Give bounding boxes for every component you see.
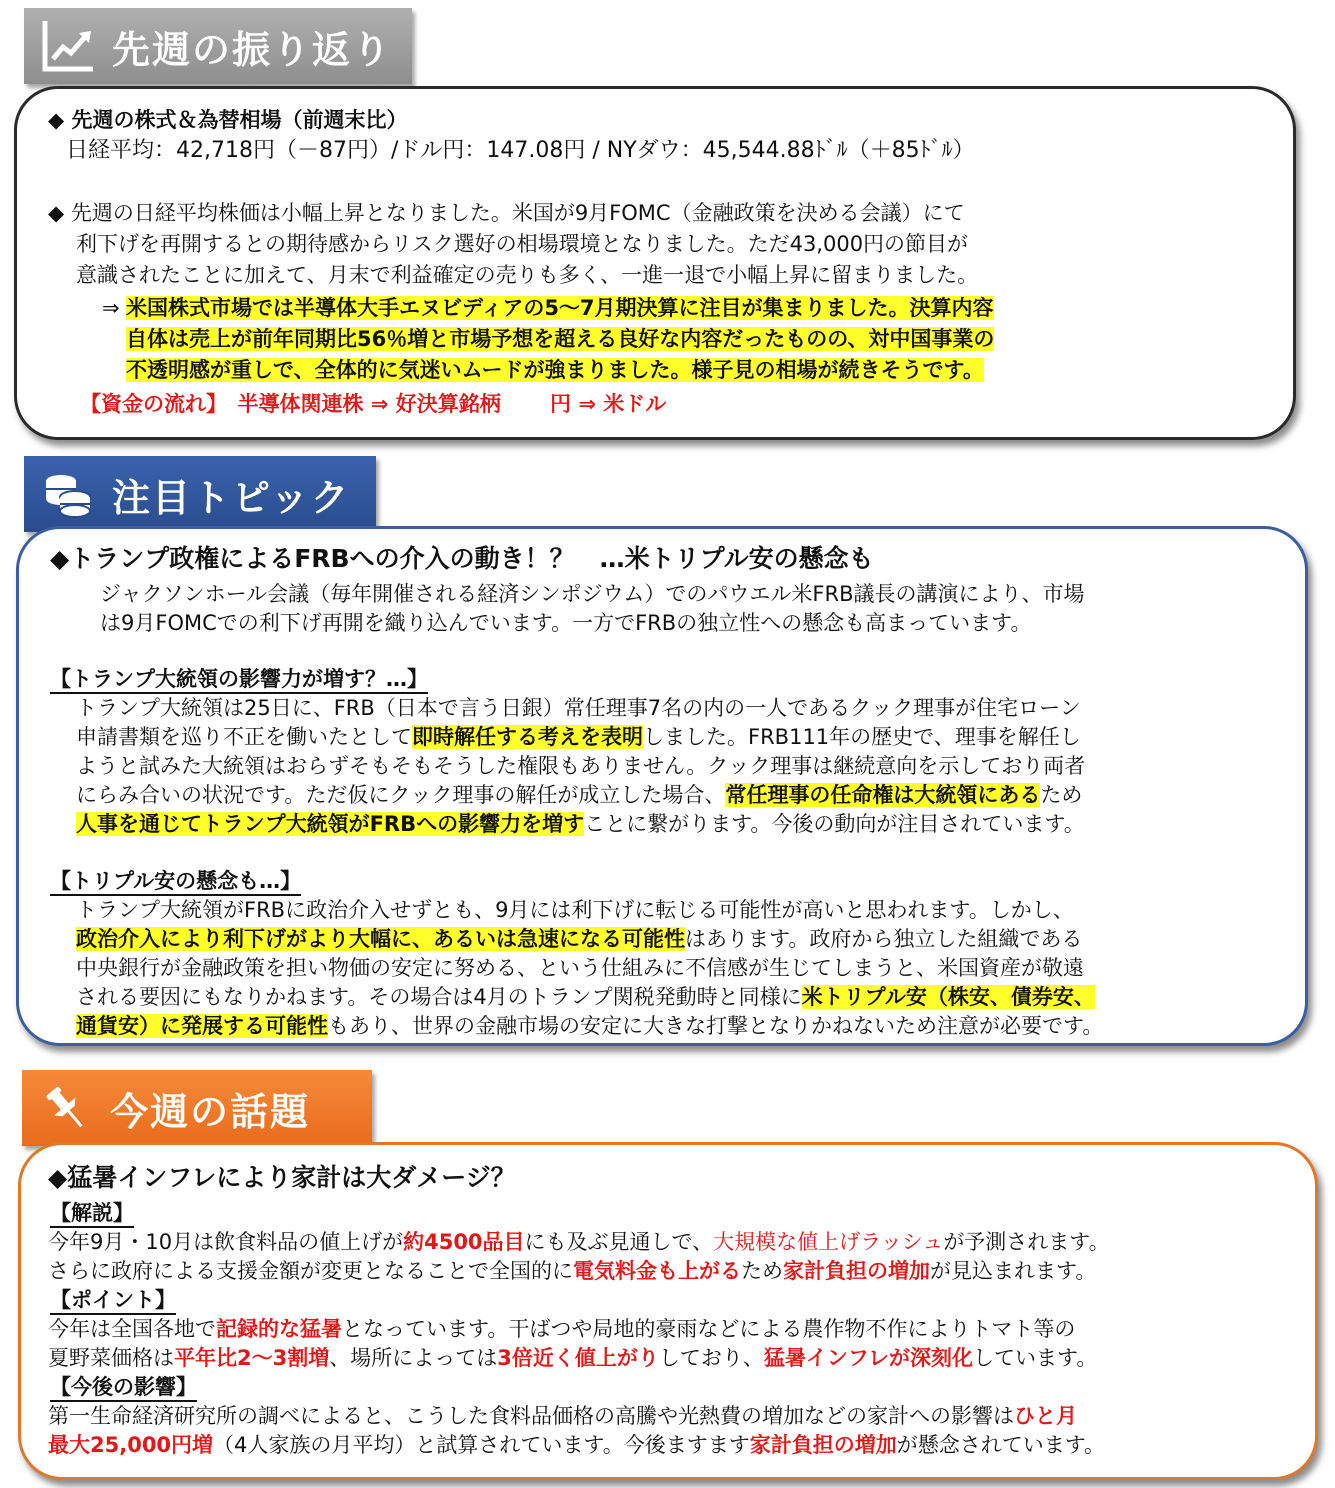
section-title: 今週の話題 (110, 1089, 311, 1134)
section-title: 先週の振り返り (112, 27, 393, 72)
section-tab-review (24, 8, 412, 84)
section-title: 注目トピック (112, 475, 351, 520)
influence-line: 人事を通じてトランプ大統領がFRBへの影響力を増すことに繋がります。今後の動向が注目されています。 (76, 812, 1085, 836)
arrow-symbol: ⇒ (102, 296, 120, 320)
subheading-triple-low: 【トリプル安の懸念も…】 (50, 868, 301, 896)
review-paragraph-line: 意識されたことに加えて、月末で利益確定の売りも多く、一進一退で小幅上昇に留まりました。 (76, 263, 979, 287)
topic-intro-line: ジャクソンホール会議（毎年開催される経済シンポジウム）でのパウエル米FRB議長の講演により、市場 (100, 582, 1085, 606)
impact-line: 最大25,000円増（4人家族の月平均）と試算されています。今後ますます家計負担の増加が懸念されています。 (48, 1433, 1106, 1457)
review-highlight-line: 米国株式市場では半導体大手エヌビディアの5～7月期決算に注目が集まりました。決算内容 (126, 296, 994, 320)
weekly-heading: ◆猛暑インフレにより家計は大ダメージ？ (48, 1163, 516, 1192)
section-tab-weekly (22, 1070, 372, 1146)
review-paragraph-line: ◆ 先週の日経平均株価は小幅上昇となりました。米国が9月FOMC（金融政策を決める会議）にて (48, 201, 965, 225)
pushpin-icon (36, 1078, 96, 1138)
topic-heading: ◆トランプ政権によるFRBへの介入の動き！？ …米トリプル安の懸念も (50, 544, 874, 573)
review-highlight-line: 不透明感が重しで、全体的に気迷いムードが強まりました。様子見の相場が続きそうです。 (126, 358, 984, 382)
fund-flow: 【資金の流れ】 半導体関連株 ⇒ 好決算銘柄 円 ⇒ 米ドル (80, 392, 667, 416)
review-highlight-line: 自体は売上が前年同期比56％増と市場予想を超える良好な内容だったものの、対中国事業の (126, 327, 995, 351)
triple-low-line: トランプ大統領がFRBに政治介入せずとも、9月には利下げに転じる可能性が高いと思われます。しかし、 (76, 898, 1074, 922)
influence-line: トランプ大統領は25日に、FRB（日本で言う日銀）常任理事7名の内の一人であるクック理事が住宅ローン (76, 696, 1081, 720)
point-line: 夏野菜価格は平年比2～3割増、場所によっては3倍近く値上がりしており、猛暑インフレが深刻化しています。 (48, 1346, 1098, 1370)
coins-icon (38, 464, 98, 524)
subheading-explanation: 【解説】 (50, 1200, 134, 1228)
topic-intro-line: は9月FOMCでの利下げ再開を織り込んでいます。一方でFRBの独立性への懸念も高まっています。 (100, 611, 1032, 635)
influence-line: 申請書類を巡り不正を働いたとして即時解任する考えを表明しました。FRB111年の歴史で、理事を解任し (76, 725, 1081, 749)
impact-line: 第一生命経済研究所の調べによると、こうした食料品価格の高騰や光熱費の増加などの家計への影響はひと月 (48, 1404, 1077, 1428)
market-summary: 日経平均：42,718円（－87円）/ドル円：147.08円 / NYダウ：45,544.88ﾄﾞﾙ（＋85ﾄﾞﾙ） (66, 138, 975, 163)
subheading-point: 【ポイント】 (50, 1287, 176, 1315)
line-chart-icon (38, 16, 98, 76)
explanation-line: 今年9月・10月は飲食料品の値上げが約4500品目にも及ぶ見通しで、大規模な値上げラッシュが予測されます。 (48, 1230, 1110, 1254)
subheading-influence: 【トランプ大統領の影響力が増す？…】 (50, 666, 428, 694)
explanation-line: さらに政府による支援金額が変更となることで全国的に電気料金も上がるため家計負担の増加が見込まれます。 (48, 1259, 1097, 1283)
triple-low-line: 政治介入により利下げがより大幅に、あるいは急速になる可能性はあります。政府から独立した組織である (76, 927, 1083, 951)
point-line: 今年は全国各地で記録的な猛暑となっています。干ばつや局地的豪雨などによる農作物不作によりトマト等の (48, 1317, 1076, 1341)
market-heading: ◆ 先週の株式＆為替相場（前週末比） (48, 108, 408, 132)
triple-low-line: される要因にもなりかねます。その場合は4月のトランプ関税発動時と同様に米トリプル安（株安、債券安、 (76, 985, 1095, 1009)
influence-line: にらみ合いの状況です。ただ仮にクック理事の解任が成立した場合、常任理事の任命権は大統領にあるため (76, 783, 1083, 807)
subheading-impact: 【今後の影響】 (50, 1374, 197, 1402)
section-tab-topic (24, 456, 376, 532)
influence-line: ようと試みた大統領はおらずそもそもそうした権限もありません。クック理事は継続意向を示しており両者 (76, 754, 1086, 778)
triple-low-line: 通貨安）に発展する可能性もあり、世界の金融市場の安定に大きな打撃となりかねないため注意が必要です。 (76, 1014, 1104, 1038)
triple-low-line: 中央銀行が金融政策を担い物価の安定に努める、という仕組みに不信感が生じてしまうと、米国資産が敬遠 (76, 956, 1084, 980)
review-paragraph-line: 利下げを再開するとの期待感からリスク選好の相場環境となりました。ただ43,000円の節目が (76, 232, 969, 256)
